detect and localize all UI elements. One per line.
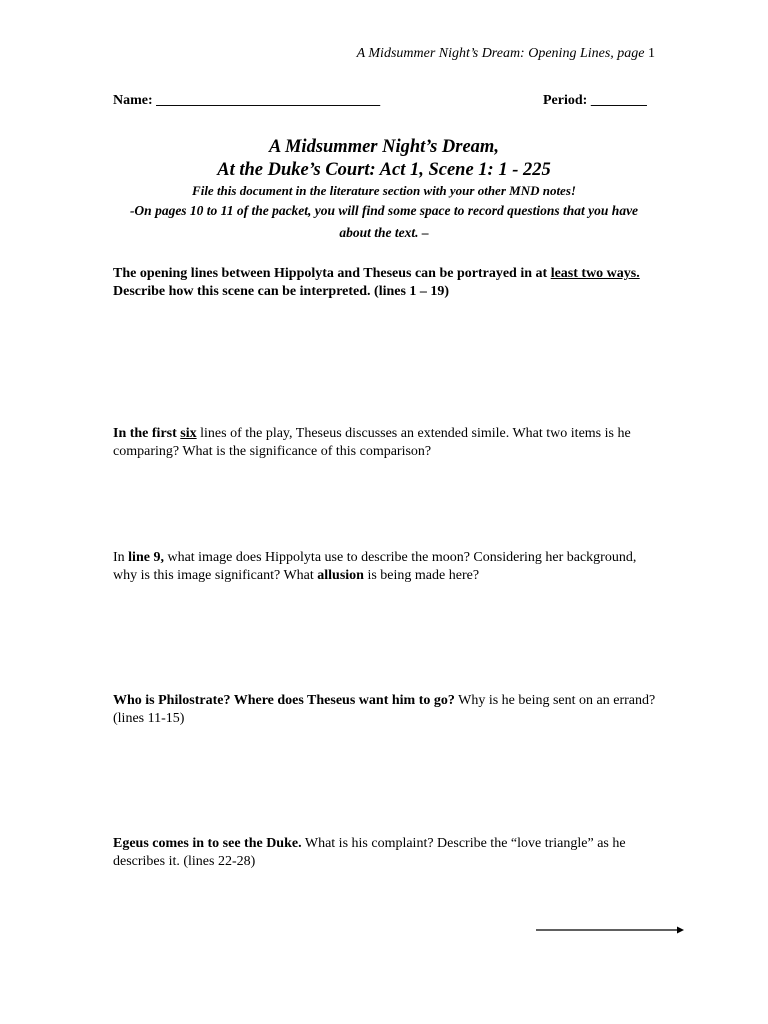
question-5-bold: Egeus comes in to see the Duke. xyxy=(113,836,302,851)
question-5 xyxy=(113,835,658,871)
name-blank[interactable]: ________________________________ xyxy=(156,93,381,108)
question-3-text-end: is being made here? xyxy=(363,568,480,583)
question-1-text: The opening lines between Hippolyta and Theseus can be portrayed in at xyxy=(113,266,551,281)
filing-note: File this document in the literature section with your other MND notes! xyxy=(192,183,576,198)
question-3 xyxy=(113,549,658,585)
question-3-keyword: allusion xyxy=(317,568,364,583)
period-field[interactable] xyxy=(543,93,647,109)
question-1 xyxy=(113,265,658,301)
question-2 xyxy=(113,425,658,461)
question-1-text-end: Describe how this scene can be interpreted. (lines 1 – 19) xyxy=(113,284,450,299)
period-label: Period: xyxy=(543,93,588,108)
question-4-text: Why is he being sent on an errand? (lines 11-15) xyxy=(113,693,656,726)
header-title: A Midsummer Night’s Dream: Opening Lines, page xyxy=(356,46,645,61)
document-subtitle: At the Duke’s Court: Act 1, Scene 1: 1 - 225 xyxy=(217,160,551,180)
question-2-lead: In the first xyxy=(113,426,181,441)
name-label: Name: xyxy=(113,93,153,108)
page-number: 1 xyxy=(648,46,655,61)
question-2-text: lines of the play, Theseus discusses an extended simile. What two items is he comparing? What is the significance of this comparison? xyxy=(113,426,631,459)
question-3-text: what image does Hippolyta use to describe the moon? Considering her background, why is this image significant? What xyxy=(113,550,637,583)
question-2-emphasis: six xyxy=(180,426,197,441)
question-4 xyxy=(113,692,658,728)
period-blank[interactable]: ________ xyxy=(590,93,647,108)
name-field[interactable] xyxy=(113,93,380,109)
question-3-lead: In xyxy=(113,550,129,565)
page-header xyxy=(357,46,655,62)
question-4-bold: Who is Philostrate? Where does Theseus want him to go? xyxy=(113,693,455,708)
question-5-text: What is his complaint? Describe the “love triangle” as he describes it. (lines 22-28) xyxy=(113,836,626,869)
question-3-line-ref: line 9, xyxy=(128,550,164,565)
document-title: A Midsummer Night’s Dream, xyxy=(269,137,499,157)
packet-note: -On pages 10 to 11 of the packet, you will find some space to record questions that you have about the text. – xyxy=(129,203,639,240)
question-1-emphasis: least two ways. xyxy=(550,266,640,281)
right-arrow-icon xyxy=(536,920,686,940)
